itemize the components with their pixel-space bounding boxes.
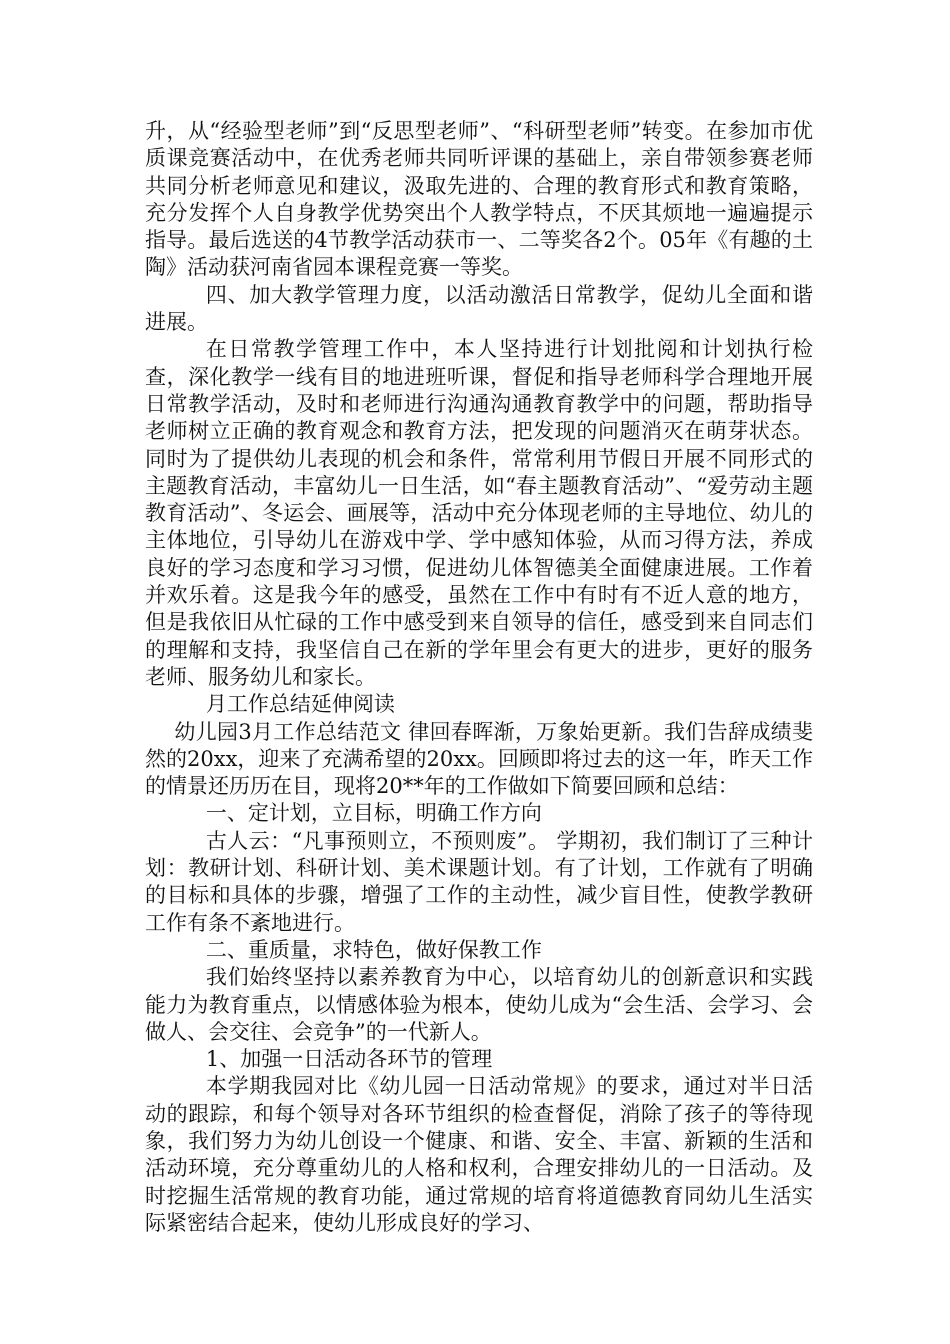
paragraph-1: 升，从“经验型老师”到“反思型老师”、“科研型老师”转变。在参加市优质课竞赛活动中，在优秀老师共同听评课的基础上，亲自带领参赛老师共同分析老师意见和建议，汲取先进的、合理的教育形式和教育策略，充分发挥个人自身教学优势突出个人教学特点，不厌其烦地一遍遍提示指导。最后选送的4节教学活动获市一、二等奖各2个。05年《有趣的土陶》活动获河南省园本课程竞赛一等奖。 xyxy=(145,119,813,280)
subsection-heading-1: 1、加强一日活动各环节的管理 xyxy=(205,1047,493,1072)
extended-reading-heading: 月工作总结延伸阅读 xyxy=(205,692,395,717)
paragraph-3: 幼儿园3月工作总结范文 律回春晖渐，万象始更新。我们告辞成绩斐然的20xx，迎来了充满希望的20xx。回顾即将过去的这一年，昨天工作的情景还历历在目，现将20**年的工作做如下简要回顾和总结： xyxy=(145,719,813,799)
section-heading-1: 一、定计划，立目标，明确工作方向 xyxy=(205,801,542,826)
paragraph-2: 在日常教学管理工作中，本人坚持进行计划批阅和计划执行检查，深化教学一线有目的地进班听课，督促和指导老师科学合理地开展日常教学活动，及时和老师进行沟通沟通教育教学中的问题，帮助指导老师树立正确的教育观念和教育方法，把发现的问题消灭在萌芽状态。同时为了提供幼儿表现的机会和条件，常常利用节假日开展不同形式的主题教育活动，丰富幼儿一日生活，如“春主题教育活动”、“爱劳动主题教育活动”、冬运会、画展等，活动中充分体现老师的主导地位、幼儿的主体地位，引导幼儿在游戏中学、学中感知体验，从而习得方法，养成良好的学习态度和学习习惯，促进幼儿体智德美全面健康进展。工作着并欢乐着。这是我今年的感受，虽然在工作中有时有不近人意的地方，但是我依旧从忙碌的工作中感受到来自领导的信任，感受到来自同志们的理解和支持，我坚信自己在新的学年里会有更大的进步，更好的服务老师、服务幼儿和家长。 xyxy=(145,337,813,689)
document-body xyxy=(145,118,813,1237)
section-heading-4: 四、加大教学管理力度，以活动激活日常教学，促幼儿全面和谐进展。 xyxy=(145,282,813,335)
paragraph-4: 古人云：“凡事预则立，不预则废”。 学期初，我们制订了三种计划：教研计划、科研计划、美术课题计划。有了计划，工作就有了明确的目标和具体的步骤，增强了工作的主动性，减少盲目性，使教学教研工作有条不紊地进行。 xyxy=(145,828,813,935)
paragraph-5: 我们始终坚持以素养教育为中心，以培育幼儿的创新意识和实践能力为教育重点，以情感体验为根本，使幼儿成为“会生活、会学习、会做人、会交往、会竞争”的一代新人。 xyxy=(145,965,813,1044)
paragraph-6: 本学期我园对比《幼儿园一日活动常规》的要求，通过对半日活动的跟踪，和每个领导对各环节组织的检查督促，消除了孩子的等待现象，我们努力为幼儿创设一个健康、和谐、安全、丰富、新颖的生活和活动环境，充分尊重幼儿的人格和权利，合理安排幼儿的一日活动。及时挖掘生活常规的教育功能，通过常规的培育将道德教育同幼儿生活实际紧密结合起来，使幼儿形成良好的学习、 xyxy=(145,1074,813,1235)
section-heading-2: 二、重质量，求特色，做好保教工作 xyxy=(205,937,542,962)
